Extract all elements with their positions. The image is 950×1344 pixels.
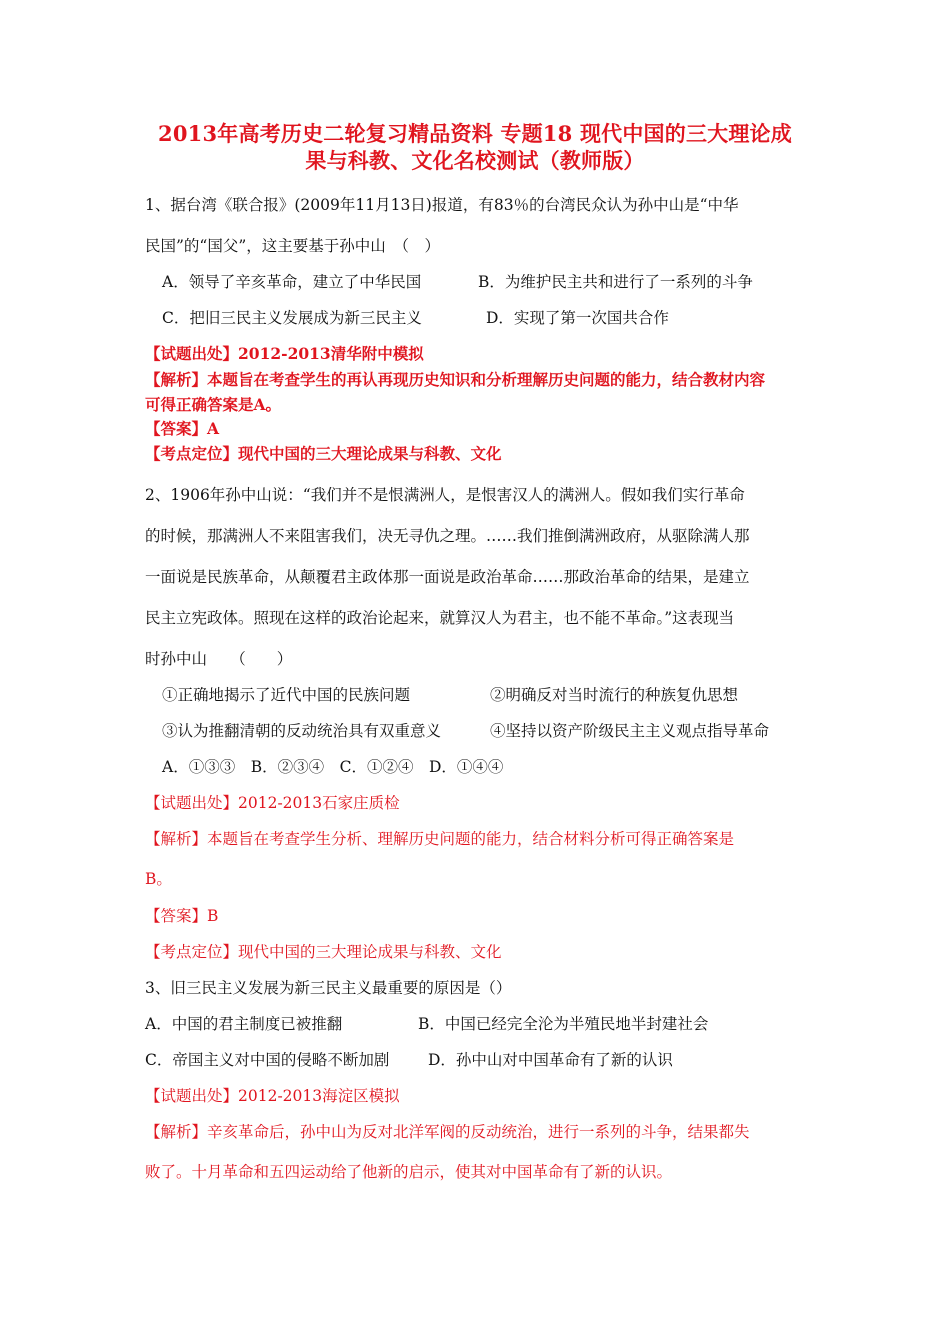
q1-option-a: A．领导了辛亥革命，建立了中华民国 bbox=[162, 273, 422, 291]
q2-analysis-line-1: 【解析】本题旨在考查学生分析、理解历史问题的能力，结合材料分析可得正确答案是 bbox=[145, 830, 735, 848]
q2-stem-line-2: 的时候，那满洲人不来阻害我们，决无寻仇之理。……我们推倒满洲政府，从驱除满人那 bbox=[145, 527, 750, 545]
q2-item-3: ③认为推翻清朝的反动统治具有双重意义 bbox=[162, 722, 442, 740]
q3-option-c: C．帝国主义对中国的侵略不断加剧 bbox=[145, 1051, 390, 1069]
q1-stem-line-2: 民国”的“国父”，这主要基于孙中山 （ ） bbox=[145, 237, 441, 255]
q3-stem: 3、旧三民主义发展为新三民主义最重要的原因是（） bbox=[145, 979, 512, 997]
title-line-2: 果与科教、文化名校测试（教师版） bbox=[305, 148, 645, 173]
document-title bbox=[100, 120, 850, 174]
q2-stem-line-1: 2、1906年孙中山说：“我们并不是恨满洲人，是恨害汉人的满洲人。假如我们实行革命 bbox=[145, 486, 745, 504]
q2-answer: 【答案】B bbox=[145, 907, 219, 925]
title-line-1: 2013年高考历史二轮复习精品资料 专题18 现代中国的三大理论成 bbox=[158, 121, 792, 146]
q2-stem-line-4: 民主立宪政体。照现在这样的政治论起来，就算汉人为君主，也不能不革命。”这表现当 bbox=[145, 609, 735, 627]
q2-stem-line-3: 一面说是民族革命，从颠覆君主政体那一面说是政治革命……那政治革命的结果，是建立 bbox=[145, 568, 750, 586]
q3-analysis-line-2: 败了。十月革命和五四运动给了他新的启示，使其对中国革命有了新的认识。 bbox=[145, 1163, 673, 1181]
q1-answer: 【答案】A bbox=[145, 419, 220, 438]
q2-point: 【考点定位】现代中国的三大理论成果与科教、文化 bbox=[145, 943, 502, 961]
q1-analysis-line-2: 可得正确答案是A。 bbox=[145, 395, 282, 414]
q2-source: 【试题出处】2012-2013石家庄质检 bbox=[145, 794, 400, 812]
q3-option-b: B．中国已经完全沦为半殖民地半封建社会 bbox=[418, 1015, 709, 1033]
q2-item-1: ①正确地揭示了近代中国的民族问题 bbox=[162, 686, 411, 704]
q1-option-b: B．为维护民主共和进行了一系列的斗争 bbox=[478, 273, 753, 291]
q2-item-2: ②明确反对当时流行的种族复仇思想 bbox=[490, 686, 739, 704]
q1-source: 【试题出处】2012-2013清华附中模拟 bbox=[145, 344, 424, 363]
q1-option-d: D．实现了第一次国共合作 bbox=[486, 309, 669, 327]
q1-analysis-line-1: 【解析】本题旨在考查学生的再认再现历史知识和分析理解历史问题的能力，结合教材内容 bbox=[145, 370, 766, 389]
q2-analysis-line-2: B。 bbox=[145, 870, 172, 888]
q1-option-c: C．把旧三民主义发展成为新三民主义 bbox=[162, 309, 422, 327]
q3-source: 【试题出处】2012-2013海淀区模拟 bbox=[145, 1087, 400, 1105]
q2-choices: A．①③③ B．②③④ C．①②④ D．①④④ bbox=[162, 758, 504, 776]
q3-option-d: D．孙中山对中国革命有了新的认识 bbox=[428, 1051, 673, 1069]
q1-point: 【考点定位】现代中国的三大理论成果与科教、文化 bbox=[145, 444, 502, 463]
q3-analysis-line-1: 【解析】辛亥革命后，孙中山为反对北洋军阀的反动统治，进行一系列的斗争，结果都失 bbox=[145, 1123, 750, 1141]
q2-stem-line-5: 时孙中山 （ ） bbox=[145, 650, 293, 668]
q3-option-a: A．中国的君主制度已被推翻 bbox=[145, 1015, 343, 1033]
q1-stem-line-1: 1、据台湾《联合报》(2009年11月13日)报道，有83％的台湾民众认为孙中山是“中华 bbox=[145, 196, 739, 214]
q2-item-4: ④坚持以资产阶级民主主义观点指导革命 bbox=[490, 722, 770, 740]
